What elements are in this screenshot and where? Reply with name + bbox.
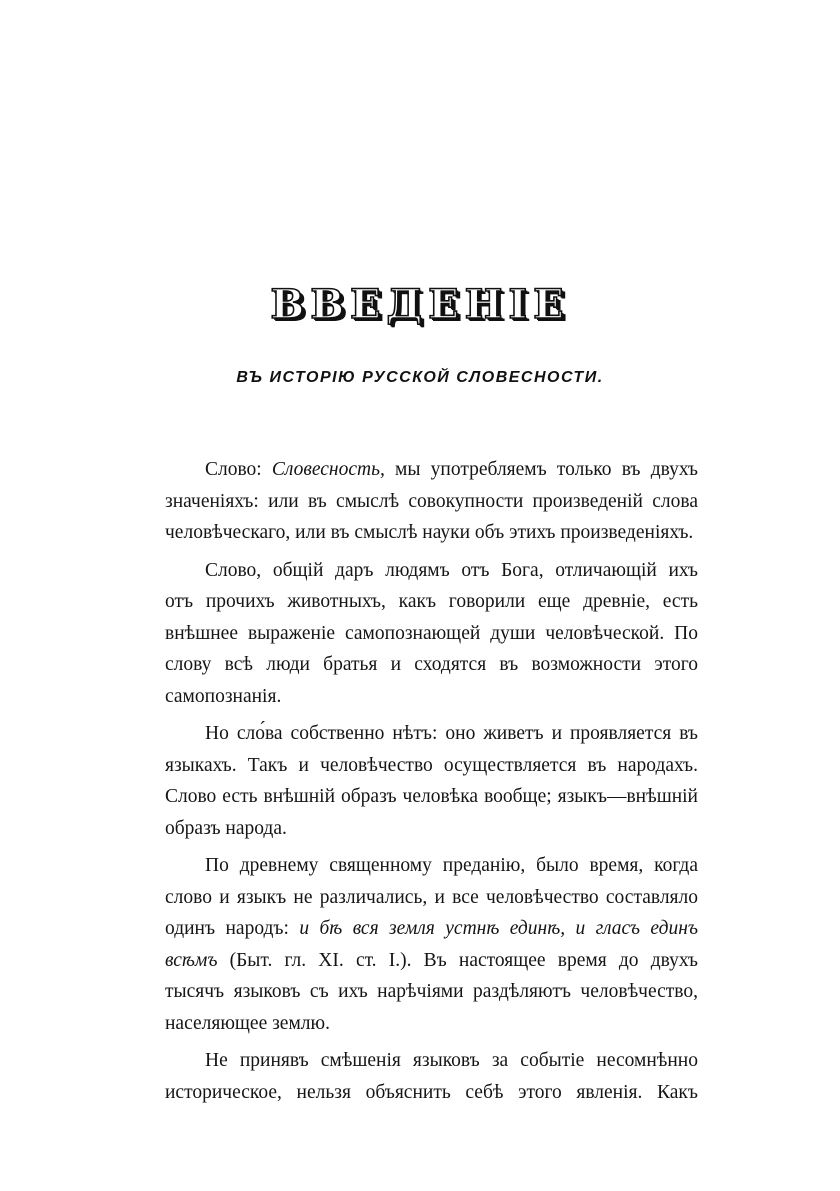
text-line: тысячъ языковъ съ ихъ нарѣчіями раздѣляютъ человѣчество, (165, 981, 698, 1002)
body-text (165, 454, 698, 1114)
text-line: Не принявъ смѣшенія языковъ за событіе несомнѣнно (205, 1050, 698, 1071)
paragraph-5 (165, 1045, 698, 1108)
text-line: Но сло́ва собственно нѣтъ: оно живетъ и проявляется въ (205, 723, 698, 744)
text-line: внѣшнее выраженіе самопознающей души человѣческой. По (165, 622, 698, 644)
text-line: Слово: Словесность, мы употребляемъ только въ двухъ (205, 459, 698, 480)
text-line: человѣческаго, или въ смыслѣ науки объ этихъ произведеніяхъ. (165, 522, 694, 543)
text-line: историческое, нельзя объяснить себѣ этого явленія. Какъ (165, 1081, 698, 1103)
text-line: самопознанія. (165, 685, 282, 707)
text-line: Слово есть внѣшній образъ человѣка вообще; языкъ—внѣшній (165, 786, 698, 807)
text-line: слово и языкъ не различались, и все человѣчество составляло (165, 886, 698, 908)
text-line: значеніяхъ: или въ смыслѣ совокупности произведеній слова (165, 490, 698, 512)
text-line: образъ народа. (165, 817, 287, 839)
text-line: слову всѣ люди братья и сходятся въ возможности этого (165, 654, 698, 675)
text-line: населяющее землю. (165, 1012, 330, 1034)
page-subtitle: ВЪ ИСТОРІЮ РУССКОЙ СЛОВЕСНОСТИ. (236, 369, 604, 386)
page-title: ВВЕДЕНІЕ (270, 281, 570, 328)
paragraph-3 (165, 718, 698, 844)
italic-quote: всѣмъ (165, 949, 218, 971)
text-line: Слово, общій даръ людямъ отъ Бога, отличающій ихъ (205, 559, 698, 581)
paragraph-2 (165, 555, 698, 713)
paragraph-1 (165, 454, 698, 549)
italic-term: Словесность, (271, 459, 385, 480)
text-line: языкахъ. Такъ и человѣчество осуществляется въ народахъ. (165, 754, 698, 776)
paragraph-4 (165, 850, 698, 1039)
text-line: всѣмъ (Быт. гл. XI. ст. I.). Въ настоящее время до двухъ (165, 949, 698, 971)
text-line: одинъ народъ: и бѣ вся земля устнѣ единѣ, и гласъ единъ (165, 918, 698, 939)
text-line: По древнему священному преданію, было время, когда (205, 855, 698, 876)
text-line: отъ прочихъ животныхъ, какъ говорили еще древніе, есть (165, 591, 698, 612)
italic-quote: и бѣ вся земля устнѣ единѣ, и гласъ единъ (299, 918, 698, 939)
